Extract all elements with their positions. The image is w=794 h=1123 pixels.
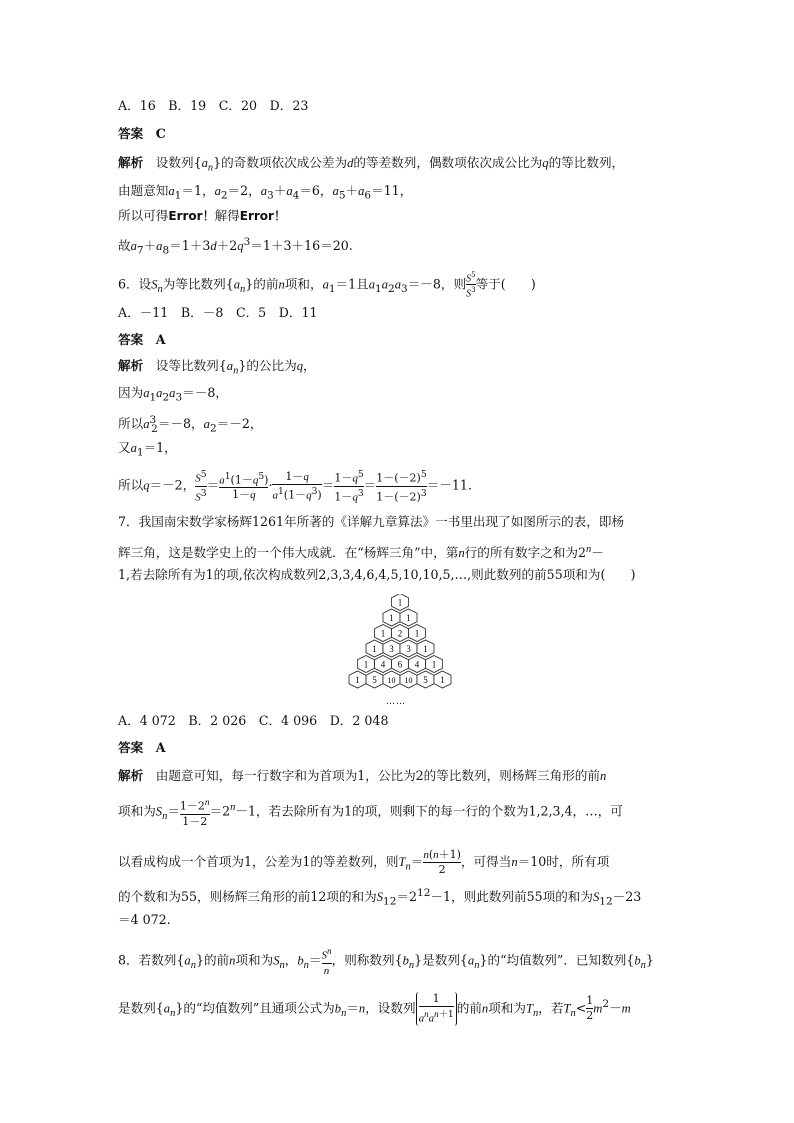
q6-analysis-2: 因为$a_1a_2a_3=-8$，	[118, 385, 228, 404]
hexagon-value: 10	[387, 675, 396, 685]
q5-analysis-3: 所以可得Error！解得Error！	[118, 208, 286, 223]
q7-answer	[118, 740, 166, 756]
hexagon-value: 4	[380, 659, 386, 670]
q5-options: A．16 B．19 C．20 D．23	[118, 98, 309, 113]
hexagon-value: 3	[389, 643, 394, 654]
q7-stem-1: 7．我国南宋数学家杨辉1261年所著的《详解九章算法》一书里出现了如图所示的表，即杨	[118, 514, 625, 529]
hexagon-value: 2	[397, 628, 403, 639]
hexagon-value: 1	[423, 643, 428, 654]
q6-analysis-5: 所以q＝－2，$S^5$ $S^3$ $=a^1(1-q^5)$ 1－q ·1－q $a^1(1-q^3)$ $=1-q^5$ $1-q^3$ $=1-(-2)^5$ $1-(-2)^3$ ＝－11.	[118, 469, 472, 504]
hexagon-value: 1	[372, 643, 377, 654]
q6-options: A．－11 B．－8 C．5 D．11	[118, 305, 318, 320]
q6-analysis-4: 又$a_1=1$，	[118, 440, 177, 459]
q7-analysis-3: 以看成构成一个首项为1，公差为1的等差数列，则$T_n=n(n+1)$ 2 ，可得当n＝10时，所有项	[118, 848, 610, 876]
q6-answer-text: 答案 A	[118, 332, 166, 347]
q8-stem-2: 是数列$\{a_n\}$的“均值数列”且通项公式为$b_n=n$，设数列1 $a^na^{n+1}$ 的前n项和为$T_n$，若$T_n<1$ 2 $m^2-m$	[118, 992, 631, 1025]
hexagon-value: 1	[389, 612, 394, 623]
q5-analysis-4: 故$a_7+a_8=1+3d+2q^3=1+3+16=20$.	[118, 236, 353, 257]
q7-analysis-5: ＝4 072.	[118, 912, 171, 927]
q5-answer	[118, 126, 166, 142]
q6-analysis-1: 解析 设等比数列$\{a_n\}$的公比为q，	[118, 358, 316, 377]
hexagon-value: 1	[355, 674, 360, 685]
hexagon-value: 1	[380, 628, 386, 639]
hexagon-value: 1	[414, 628, 420, 639]
q7-analysis-1: 解析 由题意可知，每一行数字和为首项为1，公比为2的等比数列，则杨辉三角形的前n	[118, 768, 607, 783]
hexagon-value: 1	[363, 659, 369, 670]
q7-options: A．4 072 B．2 026 C．4 096 D．2 048	[118, 713, 389, 728]
q7-answer-text: 答案 A	[118, 740, 166, 755]
hexagon-value: 1	[440, 674, 445, 685]
hexagon-value: 1	[431, 659, 437, 670]
hexagon-value: 10	[404, 675, 413, 685]
yanghui-triangle-figure	[340, 594, 460, 702]
hexagon-value: 1	[406, 612, 411, 623]
hexagon-value: 3	[406, 643, 411, 654]
hexagon-value: 5	[372, 674, 377, 685]
hexagon-value: 1	[397, 597, 403, 608]
q7-stem-2: 辉三角，这是数学史上的一个伟大成就．在“杨辉三角”中，第n行的所有数字之和为$2^n-$	[118, 544, 604, 561]
q7-analysis-4: 的个数和为55，则杨辉三角形的前12项的和为$S_{12}=2^{12}-1$，则此数列前55项的和为$S_{12}-23$	[118, 887, 642, 908]
hexagon-value: 6	[397, 659, 403, 670]
q6-stem: 6．设$S_n$为等比数列$\{a_n\}$的前n项和，$a_1=1$且$a_1a_2a_3=-8$，则$S^5$ $S^3$ 等于( )	[118, 271, 536, 300]
q7-stem-3: 1,若去除所有为1的项,依次构成数列2,3,3,4,6,4,5,10,10,5,…,则此数列的前55项和为( )	[118, 567, 636, 582]
q5-answer-text: 答案 C	[118, 126, 166, 141]
triangle-continuation: ……	[386, 697, 406, 707]
q8-stem-1: 8．若数列$\{a_n\}$的前n项和为$S_n$，$b_n=S^n$ n ，则称数列$\{b_n\}$是数列$\{a_n\}$的“均值数列”．已知数列$\{b_n\}$	[118, 946, 654, 977]
q7-analysis-2: 项和为$S_n=1-2^n$ 1－2 $=2^n-1$，若去除所有为1的项，则剩下的每一行的个数为1,2,3,4，…，可	[118, 797, 623, 828]
hexagon-value: 4	[414, 659, 420, 670]
q5-analysis-2: 由题意知$a_1=1$，$a_2=2$，$a_3+a_4=6$，$a_5+a_6=11$，	[118, 183, 413, 202]
q6-analysis-3: 所以$a^3_2=-8$，$a_2=-2$，	[118, 414, 263, 435]
q6-answer	[118, 332, 166, 348]
q5-analysis-1: 解析 设数列$\{a_n\}$的奇数项依次成公差为d的等差数列，偶数项依次成公比为q的等比数列，	[118, 155, 625, 174]
hexagon-value: 5	[423, 674, 428, 685]
